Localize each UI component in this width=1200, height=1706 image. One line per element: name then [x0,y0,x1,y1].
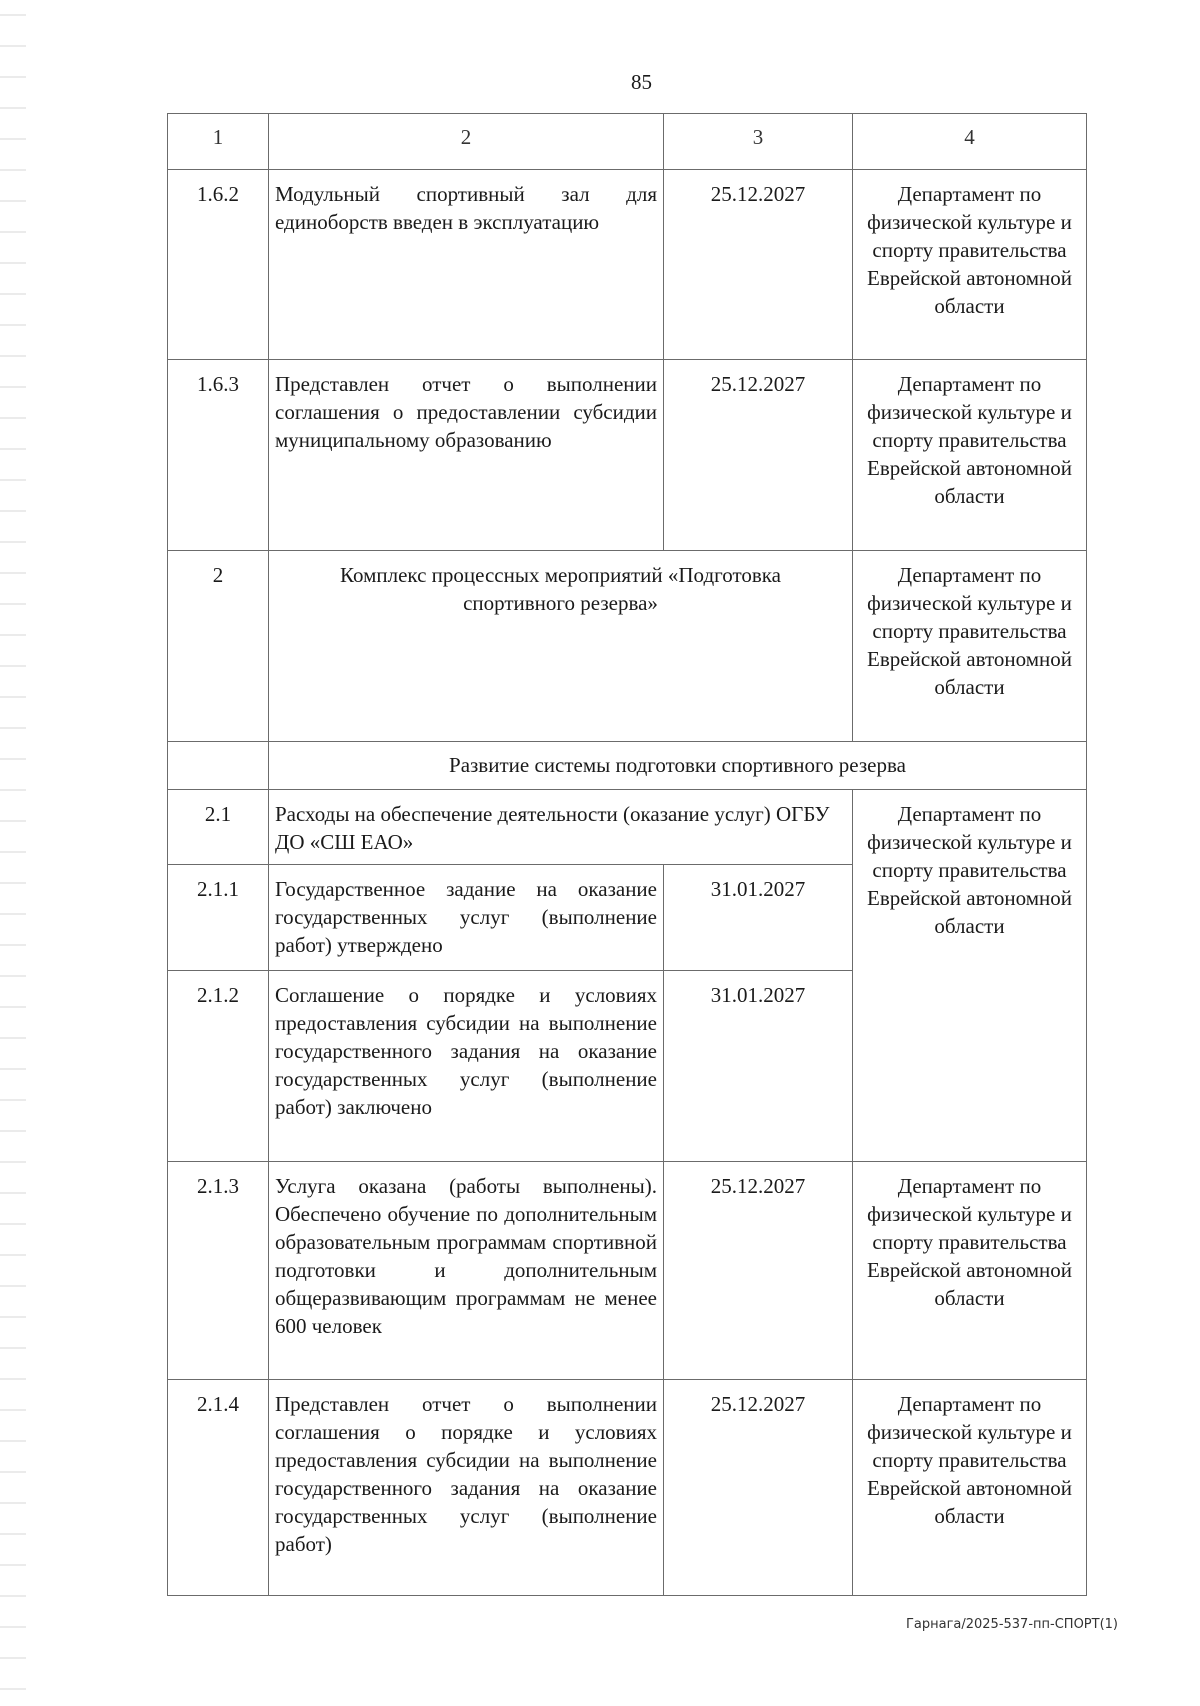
header-col-4: 4 [853,114,1087,170]
row-date: 25.12.2027 [664,1162,853,1380]
row-description: Представлен отчет о выполнении соглашения о порядке и условиях предоставления субсидии на выполнение государственного задания на оказание государственных услуг (выполнение работ) [269,1380,664,1596]
page-number: 85 [631,70,652,94]
row-description: Модульный спортивный зал для единоборств введен в эксплуатацию [269,170,664,360]
row-number: 2.1.4 [168,1380,269,1596]
scan-edge-artifact [0,0,26,1706]
row-date: 25.12.2027 [664,170,853,360]
header-col-2: 2 [269,114,664,170]
row-date: 25.12.2027 [664,1380,853,1596]
plan-table [167,113,1087,1596]
row-number: 1.6.2 [168,170,269,360]
row-number: 2.1 [168,790,269,865]
row-number: 2.1.3 [168,1162,269,1380]
table-row [168,551,1087,742]
row-description: Соглашение о порядке и условиях предоставления субсидии на выполнение государственного задания на оказание государственных услуг (выполнение работ) заключено [269,971,664,1162]
row-responsible: Департамент по физической культуре и спорту правительства Еврейской автономной области [853,1380,1087,1596]
row-date: 25.12.2027 [664,360,853,551]
header-col-1: 1 [168,114,269,170]
row-date: 31.01.2027 [664,865,853,971]
row-number: 2 [168,551,269,742]
row-description: Комплекс процессных мероприятий «Подготовка спортивного резерва» [269,551,853,742]
row-date: 31.01.2027 [664,971,853,1162]
header-col-3: 3 [664,114,853,170]
row-description: Представлен отчет о выполнении соглашения о предоставлении субсидии муниципальному образованию [269,360,664,551]
row-responsible: Департамент по физической культуре и спорту правительства Еврейской автономной области [853,551,1087,742]
row-number: 2.1.2 [168,971,269,1162]
row-number: 2.1.1 [168,865,269,971]
row-responsible: Департамент по физической культуре и спорту правительства Еврейской автономной области [853,170,1087,360]
table-row [168,170,1087,360]
header-row [168,114,1087,170]
document-footer-id: Гарнага/2025-537-пп-СПОРТ(1) [905,1617,1118,1632]
row-description: Расходы на обеспечение деятельности (оказание услуг) ОГБУ ДО «СШ ЕАО» [269,790,853,865]
row-description: Государственное задание на оказание государственных услуг (выполнение работ) утверждено [269,865,664,971]
table-row [168,360,1087,551]
table-row [168,1380,1087,1596]
row-number: 1.6.3 [168,360,269,551]
section-number-empty [168,742,269,790]
row-description: Услуга оказана (работы выполнены). Обеспечено обучение по дополнительным образовательным программам спортивной подготовки и дополнительным общеразвивающим программам не менее 600 человек [269,1162,664,1380]
section-row [168,742,1087,790]
table-row [168,790,1087,865]
row-responsible: Департамент по физической культуре и спорту правительства Еврейской автономной области [853,1162,1087,1380]
table-row [168,1162,1087,1380]
row-responsible: Департамент по физической культуре и спорту правительства Еврейской автономной области [853,790,1087,1162]
row-responsible: Департамент по физической культуре и спорту правительства Еврейской автономной области [853,360,1087,551]
section-title: Развитие системы подготовки спортивного резерва [269,742,1087,790]
